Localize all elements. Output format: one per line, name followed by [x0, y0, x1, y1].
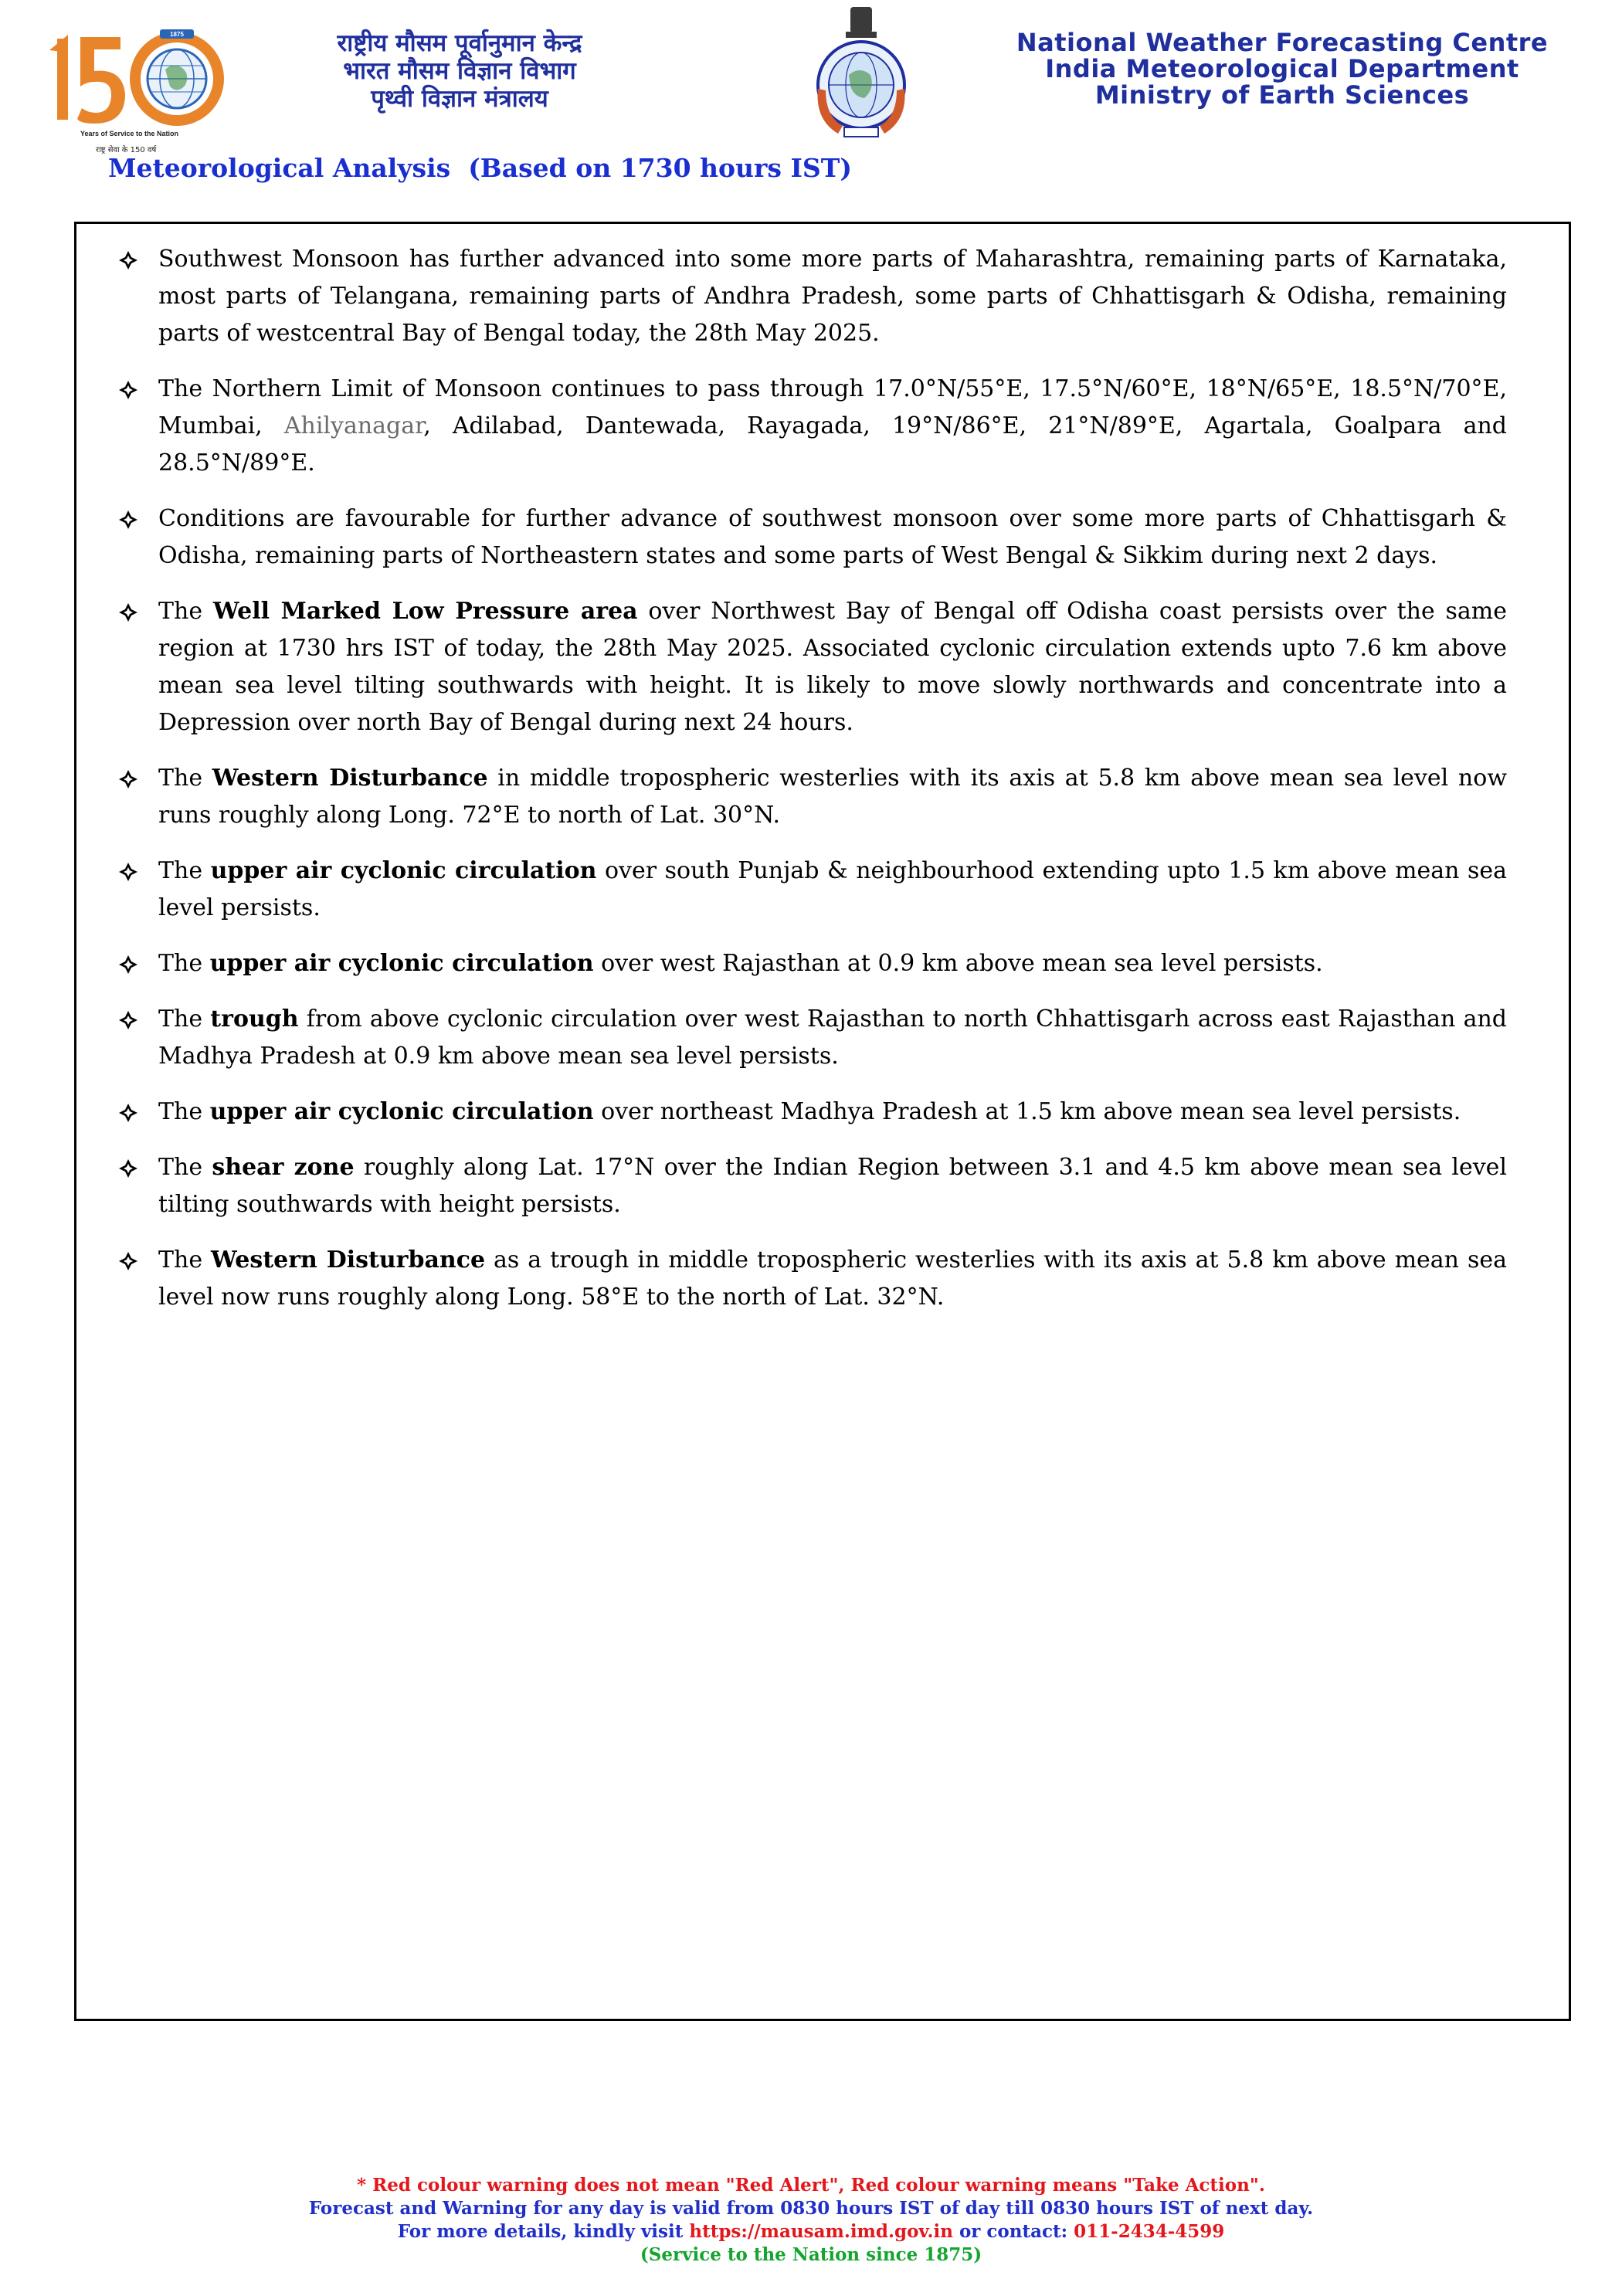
- footer-validity-note: Forecast and Warning for any day is valid from 0830 hours IST of day till 0830 hours IST of next day.: [308, 2198, 1314, 2219]
- bullet-text: The: [158, 857, 211, 884]
- bullet-text: over Northwest Bay of Bengal off Odisha coast persists over the same region at 1730 hrs IST of today, the 28th May 2025. Associated cyclonic circulation extends upto 7.6 km above mean sea level tilting southwards with height. It is likely to move slowly northwards and concentrate into a Depression over north Bay of Bengal during next 24 hours.: [158, 598, 1508, 736]
- page-title: Meteorological Analysis (Based on 1730 hours IST): [108, 153, 852, 183]
- diamond-bullet-icon: [118, 1103, 138, 1123]
- bullet-text: roughly along Lat. 17°N over the Indian Region between 3.1 and 4.5 km above mean sea level tilting southwards with height persists.: [158, 1154, 1508, 1218]
- bullet-text: Southwest Monsoon has further advanced into some more parts of Maharashtra, remaining parts of Karnataka, most parts of Telangana, remaining parts of Andhra Pradesh, some parts of Chhattisgarh & Odisha, remaining parts of westcentral Bay of Bengal today, the 28th May 2025.: [158, 246, 1507, 347]
- bullet-text: The: [158, 950, 210, 977]
- bullet-item: [118, 853, 1507, 927]
- emblem-icon: [799, 4, 923, 143]
- bullet-item: [118, 945, 1507, 982]
- bullet-text: , Adilabad, Dantewada, Rayagada, 19°N/86°E, 21°N/89°E, Agartala, Goalpara and 28.5°N/89°E.: [158, 412, 1507, 476]
- hindi-line-2: भारत मौसम विज्ञान विभाग: [343, 57, 576, 85]
- bullet-item: [118, 1242, 1507, 1316]
- bullet-bold-term: shear zone: [212, 1154, 355, 1181]
- diamond-bullet-icon: [118, 250, 138, 270]
- bullet-bold-term: Western Disturbance: [212, 765, 488, 792]
- english-line-2: India Meteorological Department: [1045, 54, 1519, 83]
- analysis-bullet-list: [76, 224, 1569, 1316]
- diamond-bullet-icon: [118, 955, 138, 975]
- bullet-item: [118, 500, 1507, 575]
- footer-details-text: For more details, kindly visit: [397, 2221, 690, 2242]
- bullet-item: [118, 1149, 1507, 1223]
- logo-years-text: 1875: [170, 31, 184, 38]
- bullet-bold-term: Western Disturbance: [211, 1246, 486, 1273]
- diamond-bullet-icon: [118, 602, 138, 622]
- bullet-item: [118, 1001, 1507, 1075]
- bullet-text: The: [158, 765, 212, 792]
- bullet-bold-term: upper air cyclonic circulation: [209, 1098, 594, 1125]
- bullet-text: The: [158, 1154, 212, 1181]
- diamond-bullet-icon: [118, 380, 138, 400]
- bullet-text: The: [158, 1006, 211, 1033]
- hindi-org-name: [255, 29, 664, 113]
- bullet-text: from above cyclonic circulation over west Rajasthan to north Chhattisgarh across east Rajasthan and Madhya Pradesh at 0.9 km above mean sea level persists.: [158, 1006, 1507, 1070]
- bullet-text: over west Rajasthan at 0.9 km above mean sea level persists.: [593, 950, 1323, 977]
- diamond-bullet-icon: [118, 769, 138, 789]
- bullet-item: [118, 760, 1507, 834]
- diamond-bullet-icon: [118, 862, 138, 882]
- logo-150-graphic: [49, 23, 243, 131]
- bullet-text: over south Punjab & neighbourhood extending upto 1.5 km above mean sea level persists.: [158, 857, 1508, 921]
- diamond-bullet-icon: [118, 1010, 138, 1030]
- english-line-3: Ministry of Earth Sciences: [1094, 80, 1470, 110]
- bullet-bold-term: trough: [210, 1006, 299, 1033]
- imd-150-years-logo: [49, 23, 243, 158]
- bullet-text: as a trough in middle tropospheric westerlies with its axis at 5.8 km above mean sea level now runs roughly along Long. 58°E to the north of Lat. 32°N.: [158, 1246, 1507, 1311]
- bullet-text: The: [158, 1098, 210, 1125]
- footer-phone-number: 011-2434-4599: [1074, 2221, 1225, 2242]
- hindi-line-1: राष्ट्रीय मौसम पूर्वानुमान केन्द्र: [337, 29, 582, 57]
- bullet-item: [118, 593, 1507, 741]
- footer-website-link[interactable]: https://mausam.imd.gov.in: [689, 2221, 953, 2242]
- bullet-bold-term: upper air cyclonic circulation: [210, 857, 597, 884]
- diamond-bullet-icon: [118, 1251, 138, 1271]
- bullet-item: [118, 371, 1507, 482]
- bullet-place-highlight: Ahilyanagar: [283, 412, 424, 439]
- bullet-text: Conditions are favourable for further advance of southwest monsoon over some more parts of Chhattisgarh & Odisha, remaining parts of Northeastern states and some parts of West Bengal & Sikkim during next 2 days.: [158, 505, 1507, 569]
- diamond-bullet-icon: [118, 1158, 138, 1179]
- analysis-box: [74, 222, 1571, 2021]
- footer-red-warning-note: * Red colour warning does not mean "Red Alert", Red colour warning means "Take Action".: [357, 2175, 1265, 2196]
- english-org-name: [962, 29, 1603, 108]
- hindi-line-3: पृथ्वी विज्ञान मंत्रालय: [371, 85, 548, 113]
- bullet-item: [118, 1094, 1507, 1131]
- bullet-text: over northeast Madhya Pradesh at 1.5 km above mean sea level persists.: [593, 1098, 1461, 1125]
- bullet-text: The: [158, 598, 213, 625]
- diamond-bullet-icon: [118, 510, 138, 530]
- bullet-text: The: [158, 1246, 212, 1273]
- logo-tagline-en: Years of Service to the Nation: [80, 130, 179, 137]
- footer-contact-text: or contact:: [952, 2221, 1074, 2242]
- bullet-bold-term: Well Marked Low Pressure area: [212, 598, 638, 625]
- footer-service-note: (Service to the Nation since 1875): [640, 2244, 982, 2265]
- bullet-item: [118, 241, 1507, 352]
- imd-emblem: [799, 4, 923, 143]
- bullet-bold-term: upper air cyclonic circulation: [209, 950, 594, 977]
- logo-tagline-hi: राष्ट्र सेवा के 150 वर्ष: [96, 146, 157, 154]
- footer-contact-line: [0, 2220, 1622, 2243]
- bullet-text: in middle tropospheric westerlies with its axis at 5.8 km above mean sea level now runs roughly along Long. 72°E to north of Lat. 30°N.: [158, 765, 1507, 829]
- footer: [0, 2174, 1622, 2267]
- bullet-text: The Northern Limit of Monsoon continues to pass through 17.0°N/55°E, 17.5°N/60°E, 18°N/65°E, 18.5°N/70°E, Mumbai,: [158, 375, 1507, 439]
- english-line-1: National Weather Forecasting Centre: [1016, 28, 1549, 57]
